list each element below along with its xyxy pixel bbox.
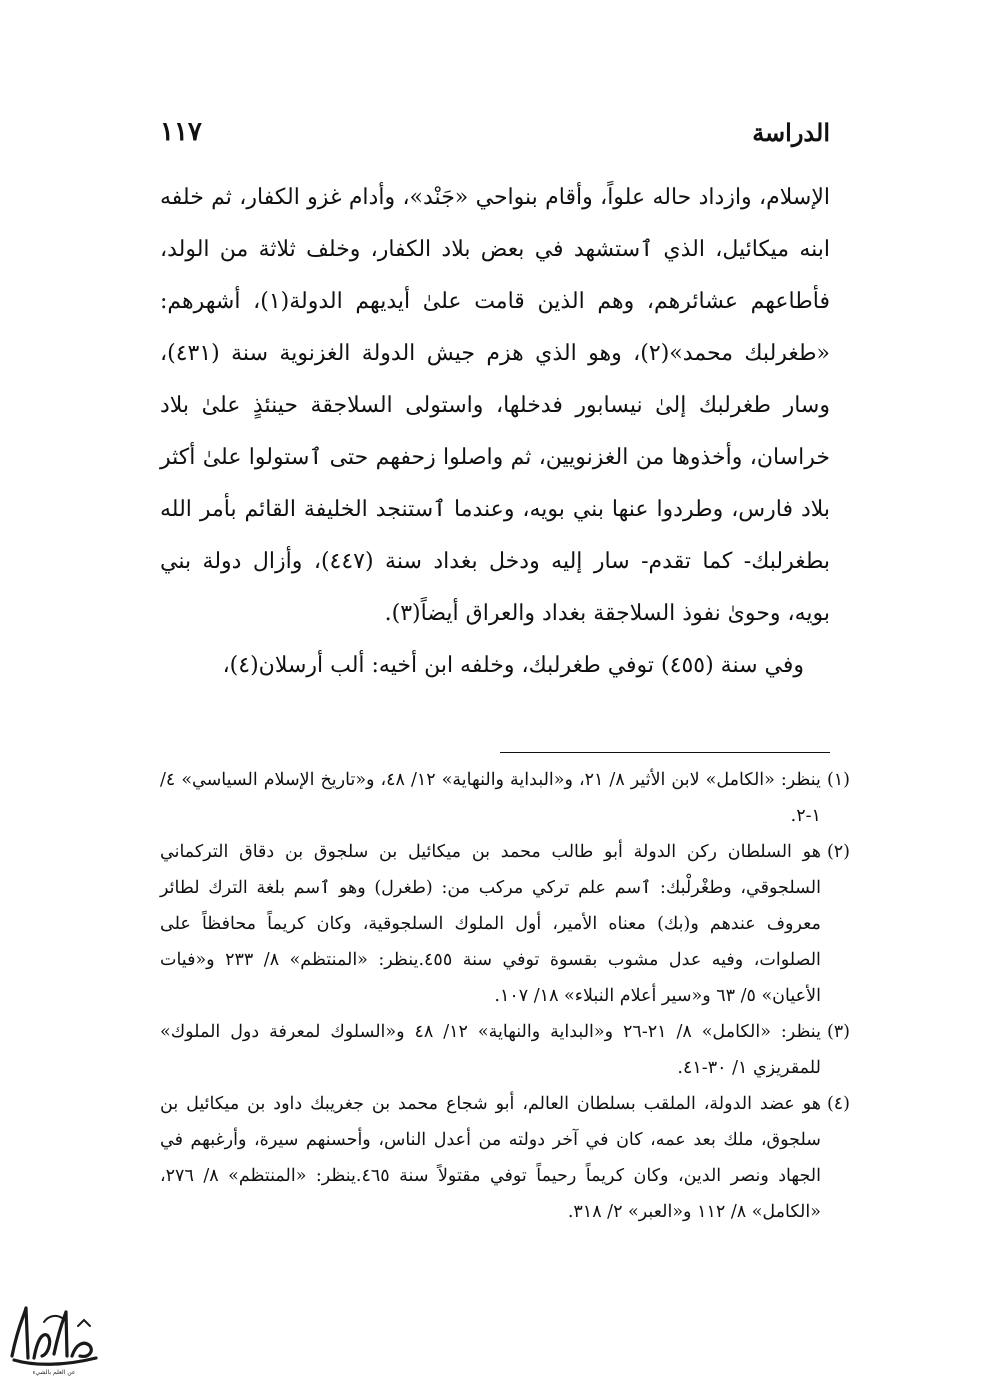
body-paragraph-2: وفي سنة (٤٥٥) توفي طغرلبك، وخلفه ابن أخيه: ألب أرسلان(٤)، — [222, 653, 804, 678]
body-paragraph-1: الإسلام، وازداد حاله علواً، وأقام بنواحي «جَنْد»، وأدام غزو الكفار، ثم خلفه ابنه ميكائيل، الذي ٱستشهد في بعض بلاد الكفار، وخلف ثلاثة من الولد، فأطاعهم عشائرهم، وهم الذين قامت علىٰ أيديهم الدولة(١)، أشهرهم: «طغرلبك محمد»(٢)، وهو الذي هزم جيش الدولة الغزنوية سنة (٤٣١)، وسار طغرلبك إلىٰ نيسابور فدخلها، واستولى السلاجقة حينئذٍ علىٰ بلاد خراسان، وأخذوها من الغزنويين، ثم واصلوا زحفهم حتى ٱستولوا علىٰ أكثر بلاد فارس، وطردوا عنها بني بويه، وعندما ٱستنجد الخليفة القائم بأمر الله بطغرلبك- كما تقدم- سار إليه ودخل بغداد سنة (٤٤٧)، وأزال دولة بني بويه، وحوىٰ نفوذ السلاجقة بغداد والعراق أيضاً(٣). — [160, 185, 830, 626]
footnote-text: هو عضد الدولة، الملقب بسلطان العالم، أبو شجاع محمد بن جغريبك داود بن ميكائيل بن سلجوق، ملك بعد عمه، كان في آخر دولته من أعدل الناس، وأحسنهم سيرة، وأرغبهم في الجهاد ونصر الدين، وكان كريماً رحيماً توفي مقتولاً سنة ٤٦٥.ينظر: «المنتظم» ٨/ ٢٧٦، «الكامل» ٨/ ١١٢ و«العبر» ٢/ ٣١٨. — [160, 1094, 821, 1222]
publisher-logo — [4, 1296, 104, 1380]
footnote-number: (١) — [826, 770, 850, 790]
footnote-number: (٤) — [826, 1094, 850, 1114]
footnote-number: (٣) — [826, 1022, 850, 1042]
calligraphy-logo-icon — [4, 1296, 104, 1380]
footnote-text: ينظر: «الكامل» لابن الأثير ٨/ ٢١، و«البداية والنهاية» ١٢/ ٤٨، و«تاريخ الإسلام السياسي» ٤/ ١-٢. — [160, 770, 821, 826]
page-number: ١١٧ — [160, 117, 202, 147]
footnote-text: هو السلطان ركن الدولة أبو طالب محمد بن ميكائيل بن سلجوق بن دقاق التركماني السلجوقي، وطغْرلْبك: ٱسم علم تركي مركب من: (طغرل) وهو ٱسم بلغة الترك لطائر معروف عندهم و(بك) معناه الأمير، أول الملوك السلجوقية، وكان كريماً محافظاً على الصلوات، وفيه عدل مشوب بقسوة توفي سنة ٤٥٥.ينظر: «المنتظم» ٨/ ٢٣٣ و«فيات الأعيان» ٥/ ٦٣ و«سير أعلام النبلاء» ١٨/ ١٠٧. — [160, 842, 821, 1006]
footnote-4 — [160, 1086, 850, 1230]
svg-text:عن العلم بالشيء: عن العلم بالشيء — [32, 1369, 76, 1376]
footnotes-section — [160, 762, 850, 1230]
page-title: الدراسة — [752, 117, 830, 147]
footnote-3 — [160, 1014, 850, 1086]
main-text — [160, 172, 830, 692]
footnote-text: ينظر: «الكامل» ٨/ ٢١-٢٦ و«البداية والنهاية» ١٢/ ٤٨ و«السلوك لمعرفة دول الملوك» للمقريزي ١/ ٣٠-٤١. — [160, 1022, 821, 1078]
footnote-2 — [160, 834, 850, 1014]
footnote-1 — [160, 762, 850, 834]
page-header — [160, 112, 830, 152]
footnote-divider — [500, 752, 830, 753]
footnote-number: (٢) — [826, 842, 850, 862]
